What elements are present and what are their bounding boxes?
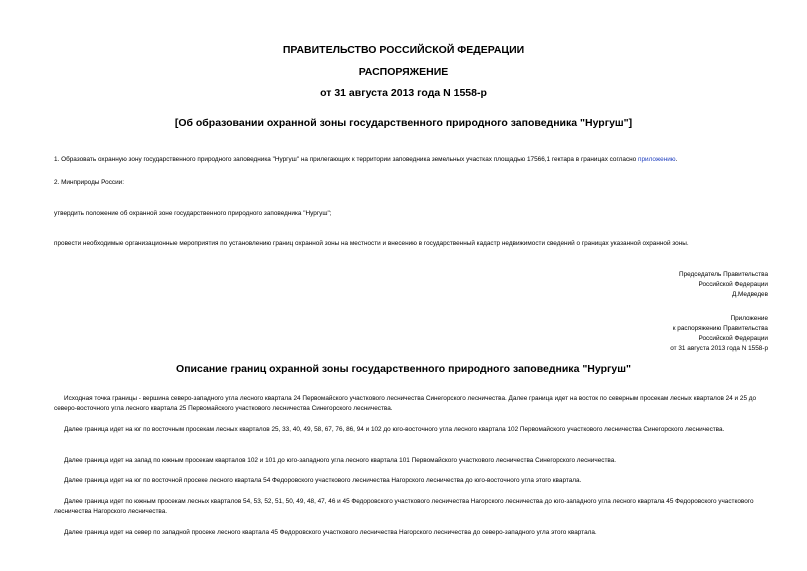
boundary-paragraph-1: Исходная точка границы - вершина северо-западного угла лесного квартала 24 Первомайского участкового лесничества Синегорского лесничества. Далее граница идет на восток по северным просекам лесных кварталов 24 и 25 до северо-восточного угла лесного квартала 25 Первомайского участкового лесничества Синегорского лесничества. [54, 395, 757, 412]
appendix-ref-line-3: Российской Федерации [698, 335, 768, 342]
boundary-paragraph-2: Далее граница идет на юг по восточным просекам лесных кварталов 25, 33, 40, 49, 58, 67, 76, 86, 94 и 102 до юго-восточного угла лесного квартала 102 Первомайского участкового лесничества Синегорского лесничества. [64, 426, 725, 433]
appendix-link[interactable]: приложению [638, 156, 676, 163]
appendix-reference-block [670, 314, 768, 354]
signature-block [679, 270, 768, 300]
paragraph-1-text: 1. Образовать охранную зону государственного природного заповедника "Нургуш" на прилегающих к территории заповедника земельных участках площадью 17566,1 гектара в границах согласно [54, 156, 639, 163]
appendix-ref-line-1: Приложение [730, 315, 768, 322]
document-title: [Об образовании охранной зоны государственного природного заповедника "Нургуш"] [174, 117, 633, 129]
document-date-heading: от 31 августа 2013 года N 1558-р [320, 87, 487, 99]
boundary-paragraph-6: Далее граница идет на север по западной просеке лесного квартала 45 Федоровского участкового лесничества Нагорского лесничества до северо-западного угла этого квартала. [64, 529, 597, 536]
appendix-ref-line-2: к распоряжению Правительства [672, 325, 768, 332]
boundary-paragraph-5: Далее граница идет по южным просекам лесных кварталов 54, 53, 52, 51, 50, 49, 48, 47, 46 и 45 Федоровского участкового лесничества Нагорского лесничества до юго-западного угла лесного квартала 45 Федоровского участкового лесничества Нагорского лесничества. [54, 498, 754, 515]
paragraph-2: 2. Минприроды России: [54, 179, 125, 186]
paragraph-4: провести необходимые организационные мероприятия по установлению границ охранной зоны на местности и внесению в государственный кадастр недвижимости сведений о границах указанной охранной зоны. [54, 240, 689, 247]
signature-line-1: Председатель Правительства [679, 271, 768, 278]
boundary-paragraph-4: Далее граница идет на юг по восточной просеке лесного квартала 54 Федоровского участкового лесничества Нагорского лесничества до юго-восточного угла этого квартала. [64, 477, 582, 484]
signature-line-2: Российской Федерации [698, 281, 768, 288]
boundary-paragraph-3: Далее граница идет на запад по южным просекам кварталов 102 и 101 до юго-западного угла лесного квартала 101 Первомайского участкового лесничества Синегорского лесничества. [64, 457, 617, 464]
signature-line-3: Д.Медведев [731, 291, 768, 298]
paragraph-1 [54, 155, 772, 165]
government-heading: ПРАВИТЕЛЬСТВО РОССИЙСКОЙ ФЕДЕРАЦИИ [282, 44, 525, 56]
paragraph-3: утвердить положение об охранной зоне государственного природного заповедника "Нургуш"; [54, 210, 332, 217]
appendix-title: Описание границ охранной зоны государственного природного заповедника "Нургуш" [176, 363, 631, 375]
paragraph-1-end: . [675, 156, 678, 163]
document-type-heading: РАСПОРЯЖЕНИЕ [358, 66, 449, 78]
appendix-ref-line-4: от 31 августа 2013 года N 1558-р [670, 345, 768, 352]
